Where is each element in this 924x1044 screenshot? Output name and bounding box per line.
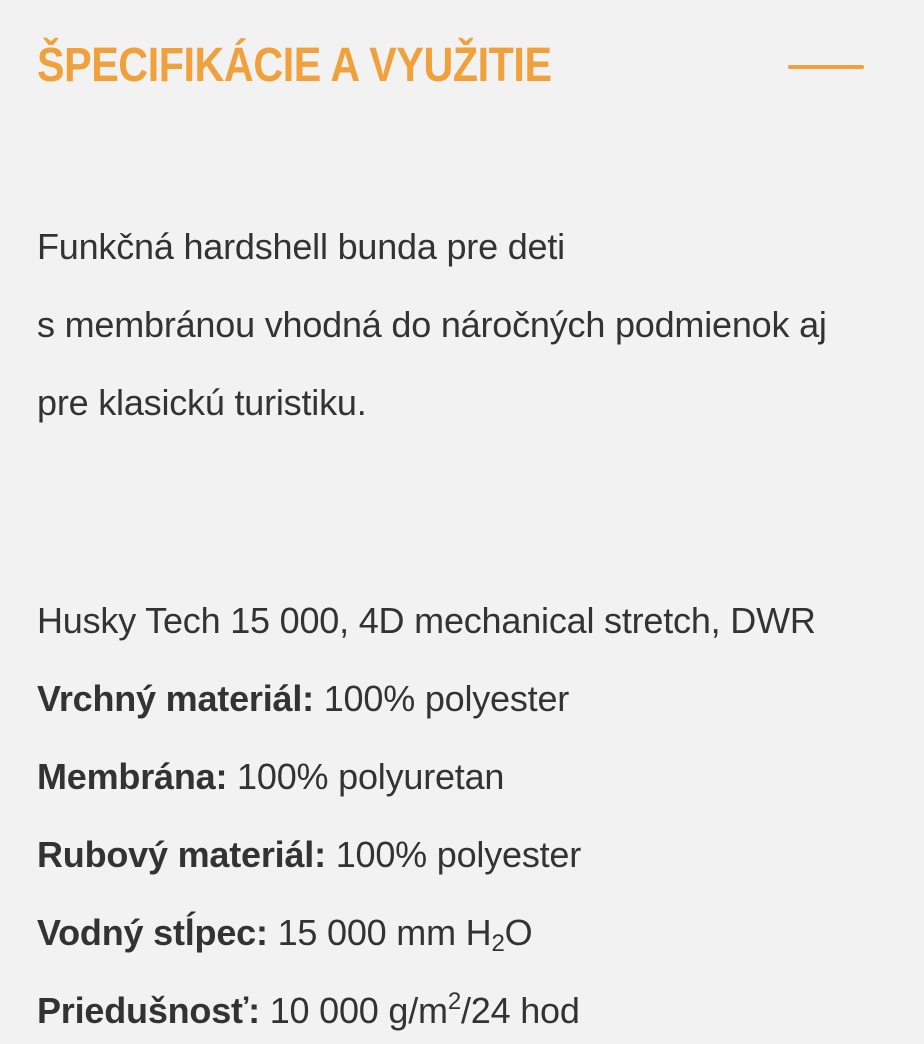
description-line-1: Funkčná hardshell bunda pre deti — [37, 226, 565, 267]
spec-value-suffix: /24 hod — [460, 990, 580, 1031]
spec-membrane — [37, 738, 904, 816]
spec-value: 100% polyester — [313, 678, 570, 719]
spec-list — [37, 582, 904, 1044]
spec-water-column — [37, 894, 904, 972]
spec-lining — [37, 816, 904, 894]
spacer — [37, 442, 904, 582]
section-header[interactable] — [37, 38, 864, 98]
spec-label: Vrchný materiál: — [37, 678, 314, 719]
spec-value: 15 000 mm H — [267, 912, 492, 953]
spec-value: 100% polyuretan — [227, 756, 505, 797]
spec-value: 10 000 g/m — [259, 990, 448, 1031]
tech-line: Husky Tech 15 000, 4D mechanical stretch, DWR — [37, 600, 816, 641]
spec-label: Vodný stĺpec: — [37, 912, 268, 953]
spec-label: Membrána: — [37, 756, 228, 797]
description-line-3: pre klasickú turistiku. — [37, 382, 367, 423]
spec-value-suffix: O — [504, 912, 533, 953]
section-content — [37, 208, 904, 1044]
minus-icon[interactable] — [788, 65, 864, 69]
spec-label: Priedušnosť: — [37, 990, 260, 1031]
spec-outer-material — [37, 660, 904, 738]
spec-subscript: 2 — [491, 930, 505, 957]
description-line-2: s membránou vhodná do náročných podmienok aj — [37, 304, 827, 345]
spec-label: Rubový materiál: — [37, 834, 326, 875]
spec-superscript: 2 — [447, 988, 461, 1015]
section-title: ŠPECIFIKÁCIE A VYUŽITIE — [37, 39, 552, 92]
spec-breathability — [37, 972, 904, 1044]
spec-value: 100% polyester — [325, 834, 582, 875]
